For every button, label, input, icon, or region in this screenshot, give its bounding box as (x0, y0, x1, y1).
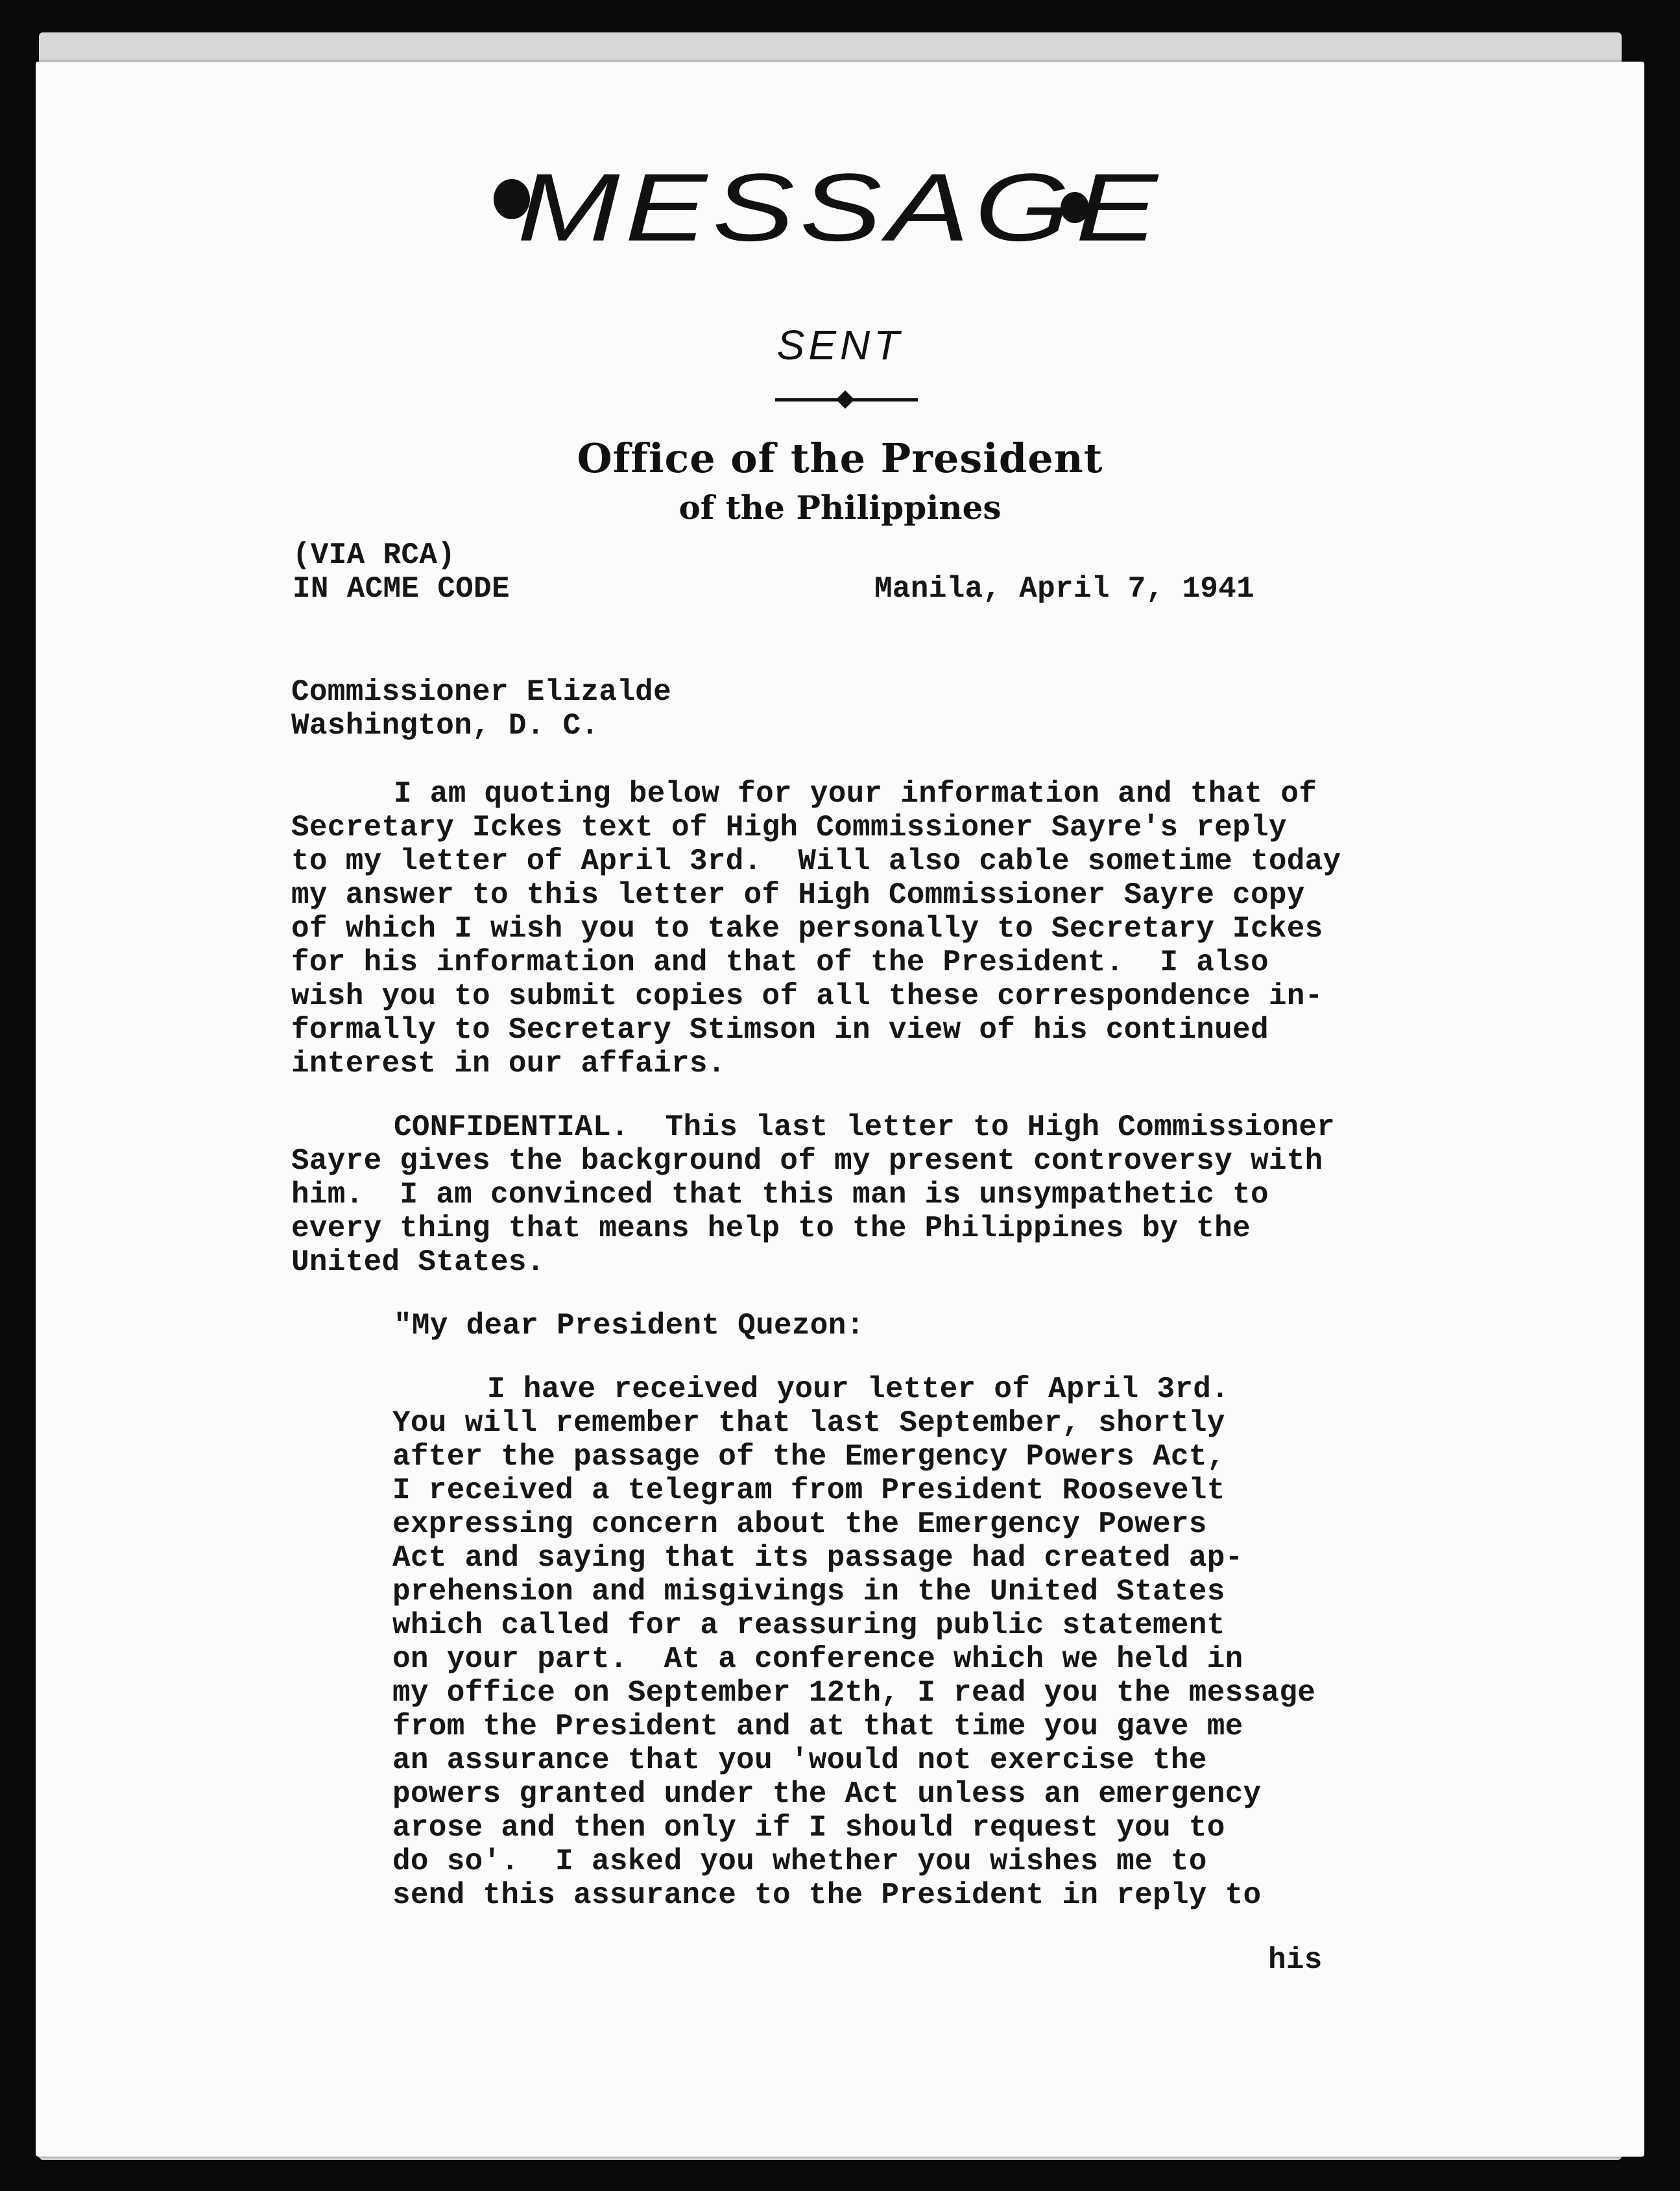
text-line: formally to Secretary Stimson in view of his continued (291, 1013, 1269, 1047)
text-line: after the passage of the Emergency Powers Act, (392, 1440, 1225, 1474)
text-line: an assurance that you 'would not exercise the (392, 1743, 1207, 1777)
addressee-name: Commissioner Elizalde (291, 675, 671, 709)
text-line: do so'. I asked you whether you wishes me to (392, 1845, 1207, 1878)
text-line: for his information and that of the President. I also (291, 946, 1269, 979)
text-line: interest in our affairs. (291, 1047, 726, 1081)
text-line: I have received your letter of April 3rd. (487, 1372, 1230, 1406)
text-line: every thing that means help to the Philippines by the (291, 1212, 1251, 1245)
text-line: United States. (291, 1245, 545, 1279)
text-line: which called for a reassuring public statement (392, 1609, 1225, 1642)
text-line: send this assurance to the President in reply to (392, 1878, 1262, 1912)
text-line: my answer to this letter of High Commissioner Sayre copy (291, 878, 1305, 912)
text-line: my office on September 12th, I read you the message (392, 1676, 1316, 1710)
text-line: to my letter of April 3rd. Will also cable sometime today (291, 844, 1341, 878)
text-line: Sayre gives the background of my present controversy with (291, 1144, 1323, 1178)
text-line: I received a telegram from President Roosevelt (392, 1474, 1225, 1507)
text-line: wish you to submit copies of all these correspondence in- (291, 979, 1323, 1013)
text-line: arose and then only if I should request you to (392, 1811, 1225, 1845)
place-date: Manila, April 7, 1941 (874, 572, 1254, 606)
ornamental-diamond (836, 390, 854, 409)
text-line: on your part. At a conference which we held in (392, 1642, 1243, 1676)
salutation: "My dear President Quezon: (394, 1309, 865, 1343)
text-line: Secretary Ickes text of High Commissioner Sayre's reply (291, 811, 1287, 844)
letterhead-status: SENT (776, 322, 904, 368)
addressee-location: Washington, D. C. (291, 709, 599, 743)
catchword: his (1268, 1943, 1323, 1977)
text-line: prehension and misgivings in the United States (392, 1575, 1225, 1609)
text-line: Act and saying that its passage had created ap- (392, 1541, 1243, 1575)
text-line: powers granted under the Act unless an emergency (392, 1777, 1262, 1811)
office-country: of the Philippines (678, 488, 1002, 527)
text-line: CONFIDENTIAL. This last letter to High Commissioner (394, 1110, 1336, 1144)
text-line: You will remember that last September, shortly (392, 1406, 1225, 1440)
routing-via: (VIA RCA) (293, 538, 456, 572)
text-line: from the President and at that time you gave me (392, 1710, 1243, 1743)
text-line: expressing concern about the Emergency Powers (392, 1507, 1207, 1541)
text-line: I am quoting below for your information and that of (394, 777, 1317, 811)
routing-code: IN ACME CODE (293, 572, 510, 606)
text-line: him. I am convinced that this man is unsympathetic to (291, 1178, 1269, 1212)
document-page (36, 62, 1644, 2157)
letterhead-title: MESSAGE (517, 154, 1163, 261)
text-line: of which I wish you to take personally to Secretary Ickes (291, 912, 1323, 946)
office-name: Office of the President (577, 435, 1103, 482)
